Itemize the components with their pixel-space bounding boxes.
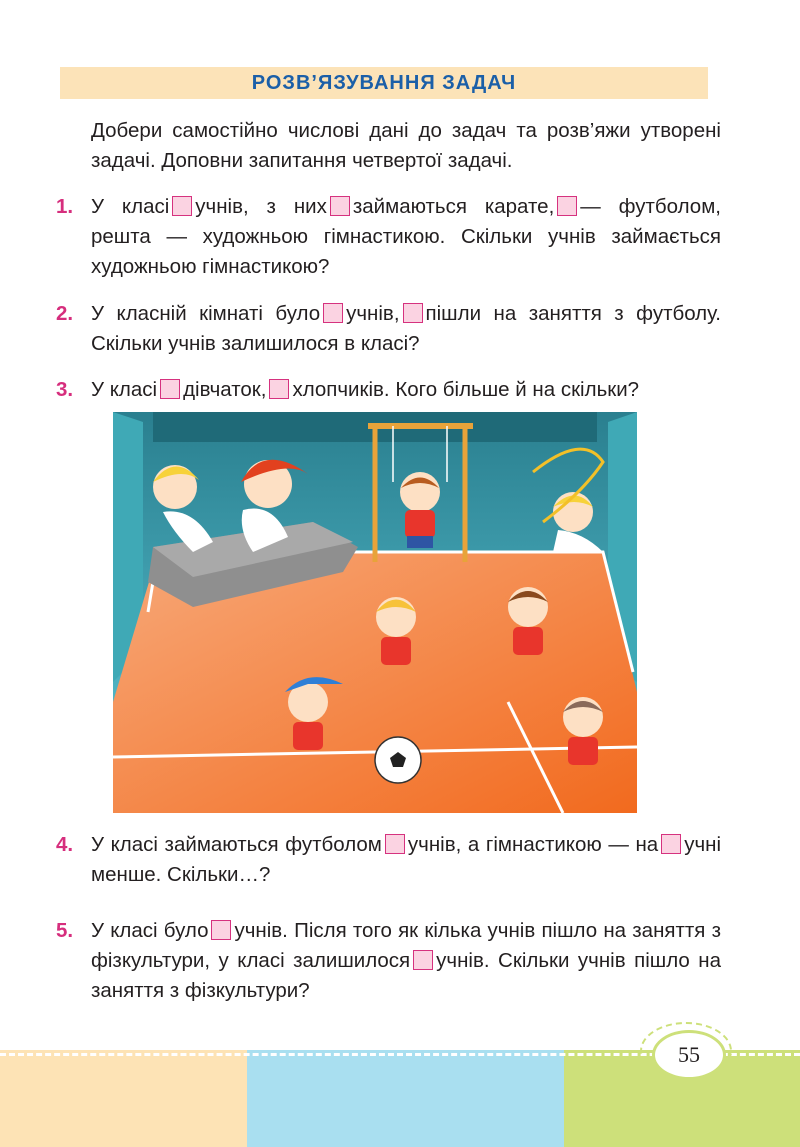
task-1: [56, 192, 721, 282]
task-number: 4.: [56, 833, 74, 856]
answer-box[interactable]: [211, 920, 231, 940]
task-text: У класі учнів, з них займаються карате, — футболом, решта — художньою гімнастикою. Скільки учнів займається художньою гімнастикою?: [91, 195, 721, 278]
task-text: У класі дівчаток, хлопчиків. Кого більше й на скільки?: [91, 378, 640, 401]
section-header: [60, 67, 708, 99]
task-number: 5.: [56, 919, 74, 942]
task-2: [56, 299, 721, 359]
task-number: 2.: [56, 302, 74, 325]
task-text: У класі було учнів. Після того як кілька учнів пішло на заняття з фізкультури, у класі залишилося учнів. Скільки учнів пішло на заняття з фізкультури?: [91, 919, 721, 1002]
answer-box[interactable]: [403, 303, 423, 323]
task-text: У класній кімнаті було учнів, пішли на заняття з футболу. Скільки учнів залишилося в класі?: [91, 302, 722, 355]
answer-box[interactable]: [323, 303, 343, 323]
answer-box[interactable]: [330, 196, 350, 216]
intro-text: Добери самостійно числові дані до задач та розв’яжи утворені задачі. Доповни запитання четвертої задачі.: [91, 119, 721, 172]
task-5: [56, 916, 721, 1006]
page-number: 55: [652, 1030, 726, 1080]
answer-box[interactable]: [172, 196, 192, 216]
gym-illustration: [113, 412, 637, 813]
answer-box[interactable]: [160, 379, 180, 399]
answer-box[interactable]: [557, 196, 577, 216]
footer-band-blue: [247, 1050, 564, 1147]
task-text: У класі займаються футболом учнів, а гімнастикою — на учні менше. Скільки…?: [91, 833, 721, 886]
section-title: РОЗВ’ЯЗУВАННЯ ЗАДАЧ: [251, 71, 517, 94]
answer-box[interactable]: [385, 834, 405, 854]
answer-box[interactable]: [413, 950, 433, 970]
task-number: 1.: [56, 195, 74, 218]
answer-box[interactable]: [661, 834, 681, 854]
task-3: [56, 375, 721, 405]
task-4: [56, 830, 721, 890]
footer-band-yellow: [0, 1050, 247, 1147]
answer-box[interactable]: [269, 379, 289, 399]
task-number: 3.: [56, 378, 74, 401]
